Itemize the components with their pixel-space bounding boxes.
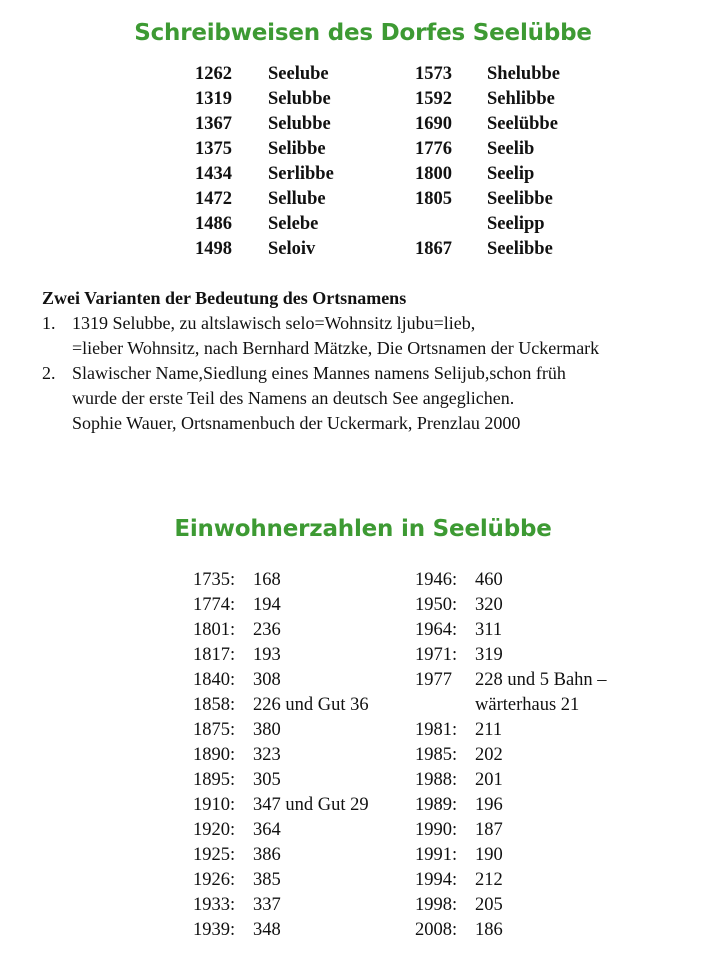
meaning-item-line: =lieber Wohnsitz, nach Bernhard Mätzke, Die Ortsnamen der Uckermark bbox=[72, 338, 600, 358]
meaning-title: Zwei Varianten der Bedeutung des Ortsnamens bbox=[42, 288, 407, 308]
population-value: 311 bbox=[475, 620, 503, 640]
population-value: 202 bbox=[475, 745, 503, 765]
population-value: 337 bbox=[253, 895, 281, 915]
population-year: 1950: bbox=[415, 595, 458, 615]
spelling-year: 1262 bbox=[195, 64, 232, 84]
population-value: 364 bbox=[253, 820, 281, 840]
population-year: 1991: bbox=[415, 845, 458, 865]
population-year: 1735: bbox=[193, 570, 236, 590]
population-year: 1977 bbox=[415, 670, 452, 690]
population-value: 308 bbox=[253, 670, 281, 690]
spelling-name: Seelipp bbox=[487, 214, 545, 234]
meaning-item-line: Sophie Wauer, Ortsnamenbuch der Uckermark, Prenzlau 2000 bbox=[72, 413, 521, 433]
spelling-name: Serlibbe bbox=[268, 164, 334, 184]
spelling-name: Selibbe bbox=[268, 139, 326, 159]
meaning-list bbox=[42, 311, 712, 436]
population-value: 460 bbox=[475, 570, 503, 590]
population-value: 205 bbox=[475, 895, 503, 915]
meaning-item-number: 2. bbox=[42, 363, 56, 383]
population-value: 320 bbox=[475, 595, 503, 615]
population-year: 1964: bbox=[415, 620, 458, 640]
meaning-item-line: wurde der erste Teil des Namens an deutsch See angeglichen. bbox=[72, 388, 515, 408]
population-year: 1971: bbox=[415, 645, 458, 665]
population-year: 1990: bbox=[415, 820, 458, 840]
spelling-name: Sellube bbox=[268, 189, 326, 209]
population-year: 1998: bbox=[415, 895, 458, 915]
population-value: 323 bbox=[253, 745, 281, 765]
spelling-year: 1867 bbox=[415, 239, 452, 259]
population-value: 190 bbox=[475, 845, 503, 865]
population-year: 1840: bbox=[193, 670, 236, 690]
population-value: 193 bbox=[253, 645, 281, 665]
spelling-name: Selebe bbox=[268, 214, 319, 234]
population-year: 1925: bbox=[193, 845, 236, 865]
population-year: 1981: bbox=[415, 720, 458, 740]
spelling-year: 1367 bbox=[195, 114, 232, 134]
population-value: 228 und 5 Bahn – bbox=[475, 670, 607, 690]
spelling-year: 1573 bbox=[415, 64, 452, 84]
spelling-year: 1486 bbox=[195, 214, 232, 234]
population-year: 1890: bbox=[193, 745, 236, 765]
population-value: 196 bbox=[475, 795, 503, 815]
spelling-name: Selubbe bbox=[268, 89, 331, 109]
population-year: 1933: bbox=[193, 895, 236, 915]
spelling-year: 1805 bbox=[415, 189, 452, 209]
population-year: 1939: bbox=[193, 920, 236, 940]
population-year: 1910: bbox=[193, 795, 236, 815]
population-value: 168 bbox=[253, 570, 281, 590]
spelling-name: Seelube bbox=[268, 64, 329, 84]
population-value: 236 bbox=[253, 620, 281, 640]
population-year: 1946: bbox=[415, 570, 458, 590]
spelling-year: 1592 bbox=[415, 89, 452, 109]
population-value: 211 bbox=[475, 720, 503, 740]
population-year: 1920: bbox=[193, 820, 236, 840]
population-value: 194 bbox=[253, 595, 281, 615]
spelling-name: Seelibbe bbox=[487, 239, 553, 259]
population-value: 186 bbox=[475, 920, 503, 940]
population-value: 187 bbox=[475, 820, 503, 840]
population-year: 1801: bbox=[193, 620, 236, 640]
meaning-item-line: Slawischer Name,Siedlung eines Mannes namens Selijub,schon früh bbox=[72, 363, 566, 383]
population-value: 319 bbox=[475, 645, 503, 665]
spelling-name: Selubbe bbox=[268, 114, 331, 134]
population-value: 347 und Gut 29 bbox=[253, 795, 369, 815]
spelling-year: 1375 bbox=[195, 139, 232, 159]
population-value: 348 bbox=[253, 920, 281, 940]
population-value: 386 bbox=[253, 845, 281, 865]
spelling-year: 1319 bbox=[195, 89, 232, 109]
meaning-section bbox=[42, 286, 712, 436]
population-year: 1985: bbox=[415, 745, 458, 765]
population-year: 1817: bbox=[193, 645, 236, 665]
population-value: 385 bbox=[253, 870, 281, 890]
population-year: 1895: bbox=[193, 770, 236, 790]
population-year: 1989: bbox=[415, 795, 458, 815]
spelling-year: 1472 bbox=[195, 189, 232, 209]
spelling-year: 1776 bbox=[415, 139, 452, 159]
spelling-year: 1800 bbox=[415, 164, 452, 184]
meaning-item-line: 1319 Selubbe, zu altslawisch selo=Wohnsitz ljubu=lieb, bbox=[72, 313, 476, 333]
population-year: 1774: bbox=[193, 595, 236, 615]
population-value: 201 bbox=[475, 770, 503, 790]
population-value: 305 bbox=[253, 770, 281, 790]
population-year: 1988: bbox=[415, 770, 458, 790]
population-year: 1858: bbox=[193, 695, 236, 715]
meaning-item bbox=[42, 311, 712, 361]
population-value-continuation: wärterhaus 21 bbox=[475, 695, 580, 715]
spelling-name: Seelibbe bbox=[487, 189, 553, 209]
spelling-name: Sehlibbe bbox=[487, 89, 555, 109]
meaning-item-number: 1. bbox=[42, 313, 56, 333]
population-year: 1994: bbox=[415, 870, 458, 890]
spelling-name: Shelubbe bbox=[487, 64, 561, 84]
population-heading: Einwohnerzahlen in Seelübbe bbox=[174, 516, 552, 542]
spelling-name: Seelip bbox=[487, 164, 535, 184]
meaning-item bbox=[42, 361, 712, 436]
spelling-year: 1434 bbox=[195, 164, 232, 184]
population-year: 1875: bbox=[193, 720, 236, 740]
population-year: 1926: bbox=[193, 870, 236, 890]
population-year: 2008: bbox=[415, 920, 458, 940]
population-value: 212 bbox=[475, 870, 503, 890]
population-value: 380 bbox=[253, 720, 281, 740]
population-value: 226 und Gut 36 bbox=[253, 695, 369, 715]
spelling-year: 1498 bbox=[195, 239, 232, 259]
spelling-name: Seelübbe bbox=[487, 114, 558, 134]
spelling-name: Seelib bbox=[487, 139, 535, 159]
spelling-year: 1690 bbox=[415, 114, 452, 134]
names-heading: Schreibweisen des Dorfes Seelübbe bbox=[134, 20, 592, 46]
spelling-name: Seloiv bbox=[268, 239, 316, 259]
